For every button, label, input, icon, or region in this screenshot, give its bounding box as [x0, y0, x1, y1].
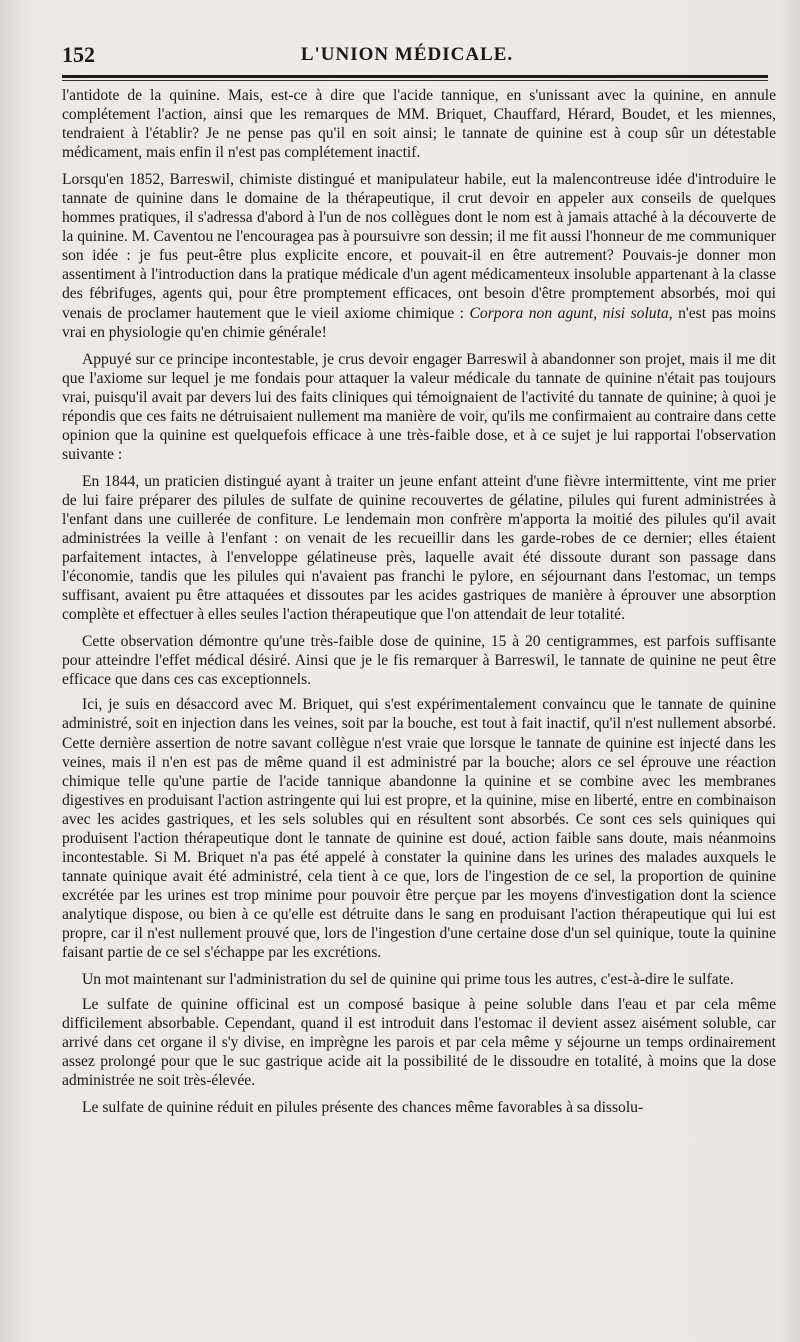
paragraph-3: Appuyé sur ce principe incontestable, je crus devoir engager Barreswil à abandonner son projet, mais il me dit que l'axiome sur lequel je me fondais pour attaquer la valeur médicale du tannate de quinine n'était pas toujours vrai, puisqu'il avait par devers lui des faits cliniques qui témoignaient de l'activité du tannate de quinine; à quoi je répondis que ces faits ne détruisaient nullement ma manière de voir, qu'ils me confirmaient au contraire dans cette opinion que la quinine est quelquefois efficace à une très-faible dose, et à ce sujet je lui rapportai l'observation suivante : [62, 350, 776, 463]
paragraph-1: l'antidote de la quinine. Mais, est-ce à dire que l'acide tannique, en s'unissant avec la quinine, en annule complétement l'action, ainsi que les remarques de MM. Briquet, Chauffard, Hérard, Boudet, et les miennes, tendraient à l'établir? Je ne pense pas qu'il en soit ainsi; le tannate de quinine est à coup sûr un détestable médicament, mais enfin il n'est pas complétement inactif. [62, 87, 776, 162]
paragraph-2-text-after: , n'est pas moins vrai en physiologie qu'en chimie générale! [62, 304, 776, 341]
article-body [62, 86, 776, 1125]
header-rule-thin [62, 80, 768, 81]
paragraph-6: Ici, je suis en désaccord avec M. Briquet, qui s'est expérimentalement convaincu que le tannate de quinine administré, soit en injection dans les veines, soit par la bouche, est tout à fait inactif, qu'il n'est nullement absorbé. Cette dernière assertion de notre savant collègue n'est vraie que lorsque le tannate de quinine est injecté dans les veines, mais il n'en est pas de même quand il est administré par la bouche; alors ce sel éprouve une réaction chimique telle qu'une partie de l'acide tannique abandonne la quinine et se combine avec les membranes digestives en produisant l'action astringente qui lui est propre, et la quinine, mise en liberté, entre en combinaison avec les acides gastriques, et les sels solubles qui en résultent sont absorbés. Ce sont ces sels quiniques qui produisent l'action thérapeutique dont le tannate de quinine est doué, action faible sans doute, mais néanmoins incontestable. Si M. Briquet n'a pas été appelé à constater la quinine dans les urines des malades auxquels le tannate quinique avait été administré, cela tient à ce que, lors de l'ingestion de ce sel, la proportion de quinine excrétée par les urines est trop minime pour pouvoir être perçue par les moyens d'investigation dont la science analytique dispose, ou bien à ce qu'elle est détruite dans le sang en produisant l'action thérapeutique qui lui est propre, car il n'est nullement prouvé que, lors de l'ingestion d'une certaine dose d'un sel quinique, toute la quinine faisant partie de ce sel s'échappe par les excrétions. [62, 696, 776, 962]
paragraph-4: En 1844, un praticien distingué ayant à traiter un jeune enfant atteint d'une fièvre intermittente, vint me prier de lui faire préparer des pilules de sulfate de quinine recouvertes de gélatine, pilules qui furent administrées à l'enfant dans une cuillerée de confiture. Le lendemain mon confrère m'apporta la moitié des pilules qu'il avait administrées la veille à l'enfant : on venait de les recueillir dans les garde-robes de ce dernier; elles étaient parfaitement intactes, à l'enveloppe gélatineuse près, laquelle avait été dissoute durant son passage dans l'économie, tandis que les pilules qui n'avaient pas franchi le pylore, en séjournant dans l'estomac, un temps suffisant, avaient pu être attaquées et dissoutes par les acides gastriques de manière à éprouver une absorption complète et effectuer à elles seules l'action thérapeutique que l'on attendait de leur totalité. [62, 472, 776, 624]
paragraph-2 [62, 170, 776, 341]
latin-axiom: Corpora non agunt, nisi soluta [469, 304, 669, 322]
paragraph-2-text-before: Lorsqu'en 1852, Barreswil, chimiste distingué et manipulateur habile, eut la malencontreuse idée d'introduire le tannate de quinine dans le domaine de la thérapeutique, il crut devoir en appeler aux conseils de quelques hommes pratiques, il s'adressa d'abord à l'un de nos collègues dont le nom est à jamais attaché à la découverte de la quinine. M. Caventou ne l'encouragea pas à poursuivre son dessin; il me fit aussi l'honneur de me communiquer son idée : je fus peut-être plus explicite encore, et pouvait-il en être autrement? Pouvais-je donner mon assentiment à l'introduction dans la pratique médicale d'un agent médicamenteux insoluble appartenant à la classe des fébrifuges, agents qui, pour être promptement efficaces, ont besoin d'être promptement absorbés, moi qui venais de proclamer hautement que le vieil axiome chimique : [62, 171, 776, 322]
header-rule [62, 75, 768, 78]
paragraph-7: Un mot maintenant sur l'administration du sel de quinine qui prime tous les autres, c'est-à-dire le sulfate. [82, 971, 734, 989]
paragraph-8: Le sulfate de quinine officinal est un composé basique à peine soluble dans l'eau et par cela même difficilement absorbable. Cependant, quand il est introduit dans l'estomac il devient assez aisément soluble, car arrivé dans cet organe il s'y divise, en imprègne les parois et par cela même y séjourne un temps ordinairement assez prolongé pour que le suc gastrique acide ait la possibilité de le dissoudre en totalité, à moins que la dose administrée ne soit très-élevée. [62, 996, 776, 1090]
paragraph-9: Le sulfate de quinine réduit en pilules présente des chances même favorables à sa dissolu- [82, 1099, 644, 1117]
paragraph-5: Cette observation démontre qu'une très-faible dose de quinine, 15 à 20 centigrammes, est parfois suffisante pour atteindre l'effet médical désiré. Ainsi que je le fis remarquer à Barreswil, le tannate de quinine ne peut être efficace que dans ces cas exceptionnels. [62, 633, 776, 689]
running-title: L'UNION MÉDICALE. [300, 44, 514, 65]
page-header [62, 38, 752, 74]
page-number: 152 [62, 42, 95, 67]
